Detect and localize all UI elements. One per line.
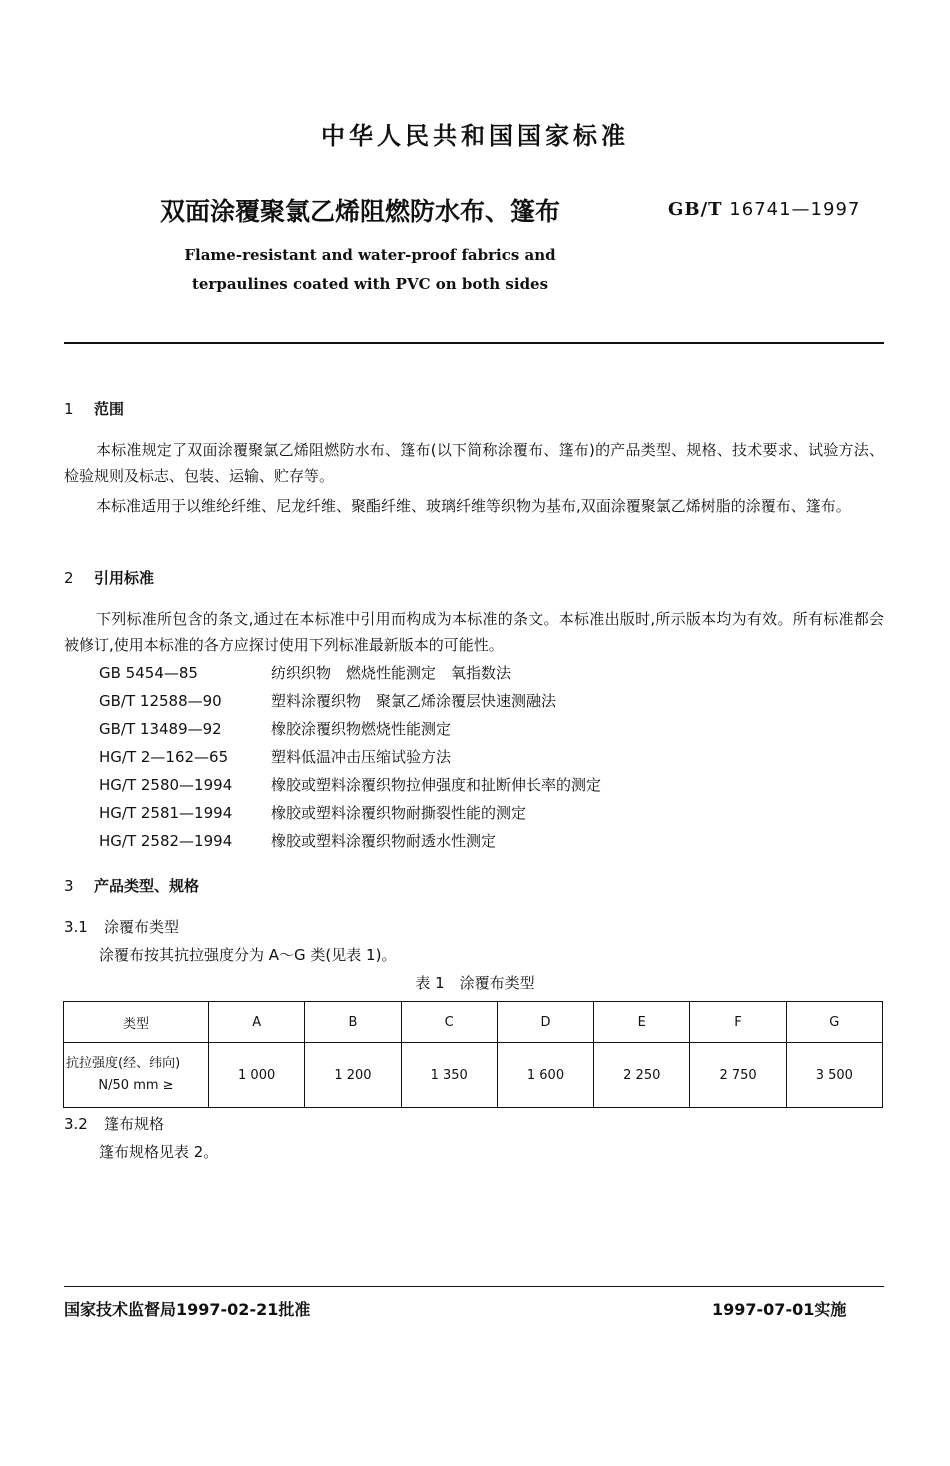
table-1 <box>63 1001 883 1108</box>
effective-date: 1997-07-01实施 <box>712 1300 847 1319</box>
section-1-heading <box>64 398 124 419</box>
reference-item <box>99 802 526 823</box>
reference-code: GB 5454—85 <box>99 664 198 682</box>
reference-title: 塑料低温冲击压缩试验方法 <box>271 748 452 766</box>
table-header-cell: B <box>305 1002 401 1043</box>
row-label-line1: 抗拉强度(经、纬向) <box>66 1056 181 1071</box>
reference-code: GB/T 12588—90 <box>99 692 222 710</box>
reference-title: 纺织织物 燃烧性能测定 氧指数法 <box>271 664 512 682</box>
standard-number <box>668 199 860 220</box>
reference-item <box>99 718 451 739</box>
reference-code: HG/T 2—162—65 <box>99 748 229 766</box>
table-row <box>64 1043 883 1108</box>
section-title: 范围 <box>94 400 125 418</box>
table-header-cell: G <box>786 1002 882 1043</box>
section-number: 2 <box>64 569 74 587</box>
section-title: 引用标准 <box>94 569 155 587</box>
row-label-line2: N/50 mm ≥ <box>98 1078 174 1093</box>
table-cell: 1 350 <box>401 1043 497 1108</box>
table-header-cell: A <box>209 1002 305 1043</box>
subsection-title: 涂覆布类型 <box>104 918 180 936</box>
table-cell: 2 250 <box>594 1043 690 1108</box>
table-header-cell: E <box>594 1002 690 1043</box>
table-row-label <box>64 1043 209 1108</box>
reference-title: 橡胶或塑料涂覆织物耐撕裂性能的测定 <box>271 804 527 822</box>
subsection-3-1-heading <box>64 916 179 937</box>
subsection-number: 3.1 <box>64 918 88 936</box>
document-title-en-line1: Flame-resistant and water-proof fabrics and <box>184 246 556 264</box>
standard-code: 16741—1997 <box>729 199 861 220</box>
table-header-label: 类型 <box>64 1002 209 1043</box>
reference-item <box>99 662 511 683</box>
table-header-cell: D <box>497 1002 593 1043</box>
subsection-3-2-text: 篷布规格见表 2。 <box>99 1143 219 1161</box>
subsection-number: 3.2 <box>64 1115 88 1133</box>
document-title-en-line2: terpaulines coated with PVC on both sides <box>191 275 549 293</box>
section-number: 3 <box>64 877 74 895</box>
national-standard-heading: 中华人民共和国国家标准 <box>321 122 629 150</box>
section-1-paragraph-2: 本标准适用于以维纶纤维、尼龙纤维、聚酯纤维、玻璃纤维等织物为基布,双面涂覆聚氯乙烯树脂的涂覆布、篷布。 <box>96 497 851 515</box>
reference-code: HG/T 2582—1994 <box>99 832 233 850</box>
table-cell: 3 500 <box>786 1043 882 1108</box>
reference-code: HG/T 2581—1994 <box>99 804 233 822</box>
table-cell: 1 200 <box>305 1043 401 1108</box>
reference-code: HG/T 2580—1994 <box>99 776 233 794</box>
section-2-paragraph: 下列标准所包含的条文,通过在本标准中引用而构成为本标准的条文。本标准出版时,所示版本均为有效。所有标准都会被修订,使用本标准的各方应探讨使用下列标准最新版本的可能性。 <box>64 610 884 654</box>
section-title: 产品类型、规格 <box>94 877 200 895</box>
reference-code: GB/T 13489—92 <box>99 720 222 738</box>
section-1-paragraph-1: 本标准规定了双面涂覆聚氯乙烯阻燃防水布、篷布(以下简称涂覆布、篷布)的产品类型、规格、技术要求、试验方法、检验规则及标志、包装、运输、贮存等。 <box>64 441 884 485</box>
subsection-title: 篷布规格 <box>104 1115 165 1133</box>
table-cell: 2 750 <box>690 1043 786 1108</box>
standard-prefix: GB/T <box>668 199 723 220</box>
reference-item <box>99 746 451 767</box>
table-1-caption: 表 1 涂覆布类型 <box>415 974 535 992</box>
table-header-row <box>64 1002 883 1043</box>
section-2-heading <box>64 567 154 588</box>
subsection-3-2-heading <box>64 1113 164 1134</box>
reference-title: 塑料涂覆织物 聚氯乙烯涂覆层快速测融法 <box>271 692 557 710</box>
document-title-cn: 双面涂覆聚氯乙烯阻燃防水布、篷布 <box>160 197 561 226</box>
table-header-cell: C <box>401 1002 497 1043</box>
reference-item <box>99 774 601 795</box>
subsection-3-1-text: 涂覆布按其抗拉强度分为 A～G 类(见表 1)。 <box>99 946 397 964</box>
reference-item <box>99 690 556 711</box>
table-header-cell: F <box>690 1002 786 1043</box>
footer-divider <box>64 1286 884 1287</box>
reference-title: 橡胶或塑料涂覆织物耐透水性测定 <box>271 832 497 850</box>
section-number: 1 <box>64 400 74 418</box>
reference-title: 橡胶或塑料涂覆织物拉伸强度和扯断伸长率的测定 <box>271 776 602 794</box>
header-divider <box>64 342 884 344</box>
section-3-heading <box>64 875 199 896</box>
table-cell: 1 600 <box>497 1043 593 1108</box>
approval-date: 国家技术监督局1997-02-21批准 <box>64 1300 311 1319</box>
table-cell: 1 000 <box>209 1043 305 1108</box>
reference-title: 橡胶涂覆织物燃烧性能测定 <box>271 720 452 738</box>
reference-item <box>99 830 496 851</box>
